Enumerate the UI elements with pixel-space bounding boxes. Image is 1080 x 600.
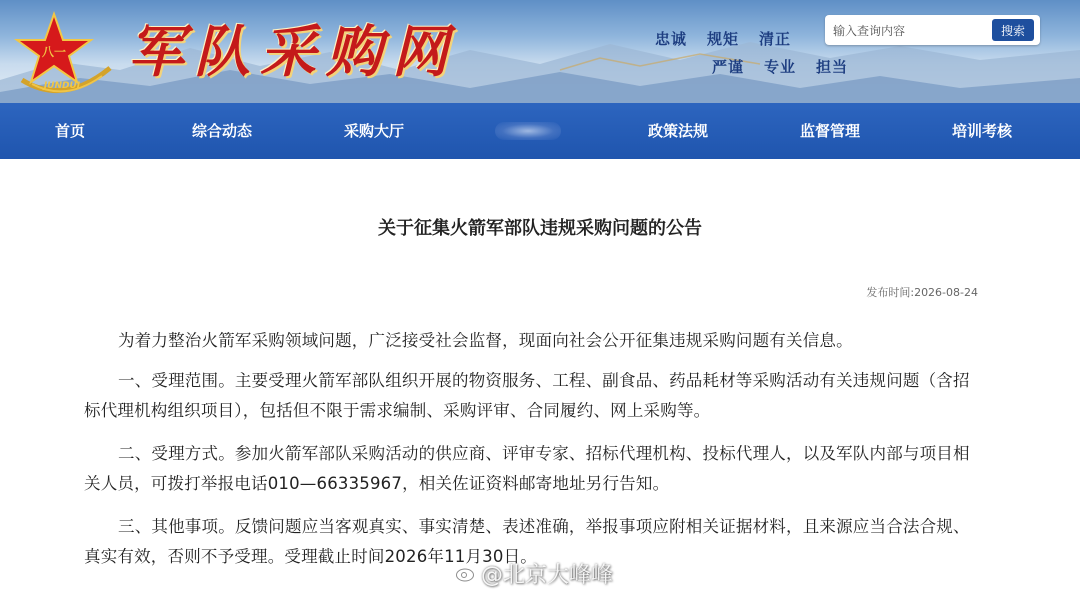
army-star-emblem-icon [14,10,114,94]
nav-item-procurement-hall[interactable]: 采购大厅 [343,122,404,140]
nav-item-blurred[interactable] [495,122,561,140]
search-button[interactable]: 搜索 [992,19,1034,41]
watermark-text: @北京大峰峰 [481,562,614,588]
nav-item-supervision[interactable]: 监督管理 [799,122,860,140]
motto-professional: 专业 [764,58,797,76]
motto-responsibility: 担当 [816,58,849,76]
motto-rules: 规矩 [707,30,740,48]
paragraph-scope: 一、受理范围。主要受理火箭军部队组织开展的物资服务、工程、副食品、药品耗材等采购活动有关违规问题（含招标代理机构组织项目），包括但不限于需求编制、采购评审、合同履约、网上采购等。 [84,371,970,420]
nav-item-home[interactable]: 首页 [54,122,85,140]
nav-item-news[interactable]: 综合动态 [191,122,252,140]
search-input[interactable] [831,19,985,43]
motto-rigor: 严谨 [712,58,745,76]
paragraph-intro: 为着力整治火箭军采购领域问题，广泛接受社会监督，现面向社会公开征集违规采购问题有关信息。 [118,331,853,350]
paragraph-other: 三、其他事项。反馈问题应当客观真实、事实清楚、表述准确，举报事项应附相关证据材料，且来源应当合法合规、真实有效，否则不予受理。受理截止时间2026年11月30日。 [84,517,970,566]
nav-item-policies[interactable]: 政策法规 [647,122,708,140]
main-nav [0,103,1080,159]
site-title-logo[interactable]: 军队采购网 [128,19,458,85]
search-box [825,15,1040,45]
site-header [0,0,1080,103]
nav-item-training[interactable]: 培训考核 [951,122,1012,140]
publish-time: 发布时间:2026-08-24 [866,286,978,299]
motto-integrity: 清正 [759,30,792,48]
motto-loyalty: 忠诚 [655,30,688,48]
emblem-caption: JUNDUI [43,81,81,91]
weibo-watermark [455,558,613,588]
article-title: 关于征集火箭军部队违规采购问题的公告 [378,218,702,239]
weibo-icon [455,562,477,584]
paragraph-method: 二、受理方式。参加火箭军部队采购活动的供应商、评审专家、招标代理机构、投标代理人，以及军队内部与项目相关人员，可拨打举报电话010—66335967，相关佐证资料邮寄地址另行告知。 [84,444,970,493]
emblem-center-text: 八一 [41,45,67,59]
